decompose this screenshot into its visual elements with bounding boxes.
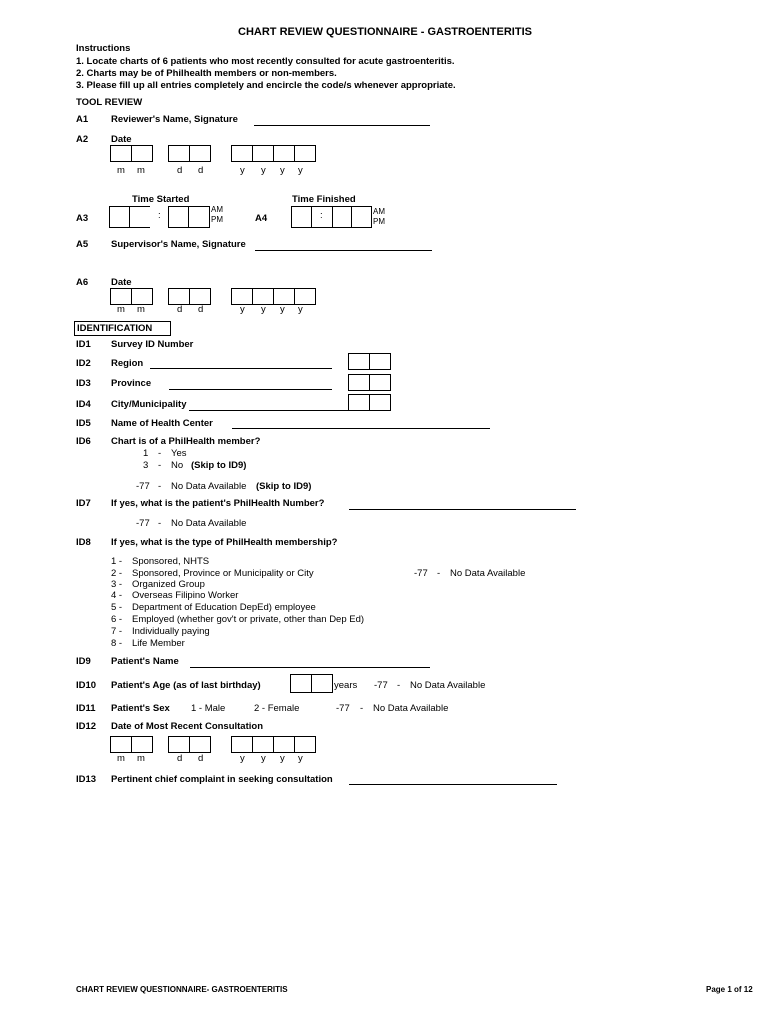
id6-opt1-num[interactable]: 1: [143, 448, 149, 459]
id8-opt2-num[interactable]: 2 -: [111, 568, 123, 579]
patient-name-field[interactable]: [190, 667, 430, 668]
id8-opt7-num[interactable]: 7 -: [111, 626, 123, 637]
finish-am[interactable]: AM: [373, 207, 385, 216]
id10-label: Patient's Age (as of last birthday): [111, 680, 261, 691]
a6-y3: y: [280, 304, 285, 315]
finish-hour-box[interactable]: [291, 206, 333, 228]
instruction-3: 3. Please fill up all entries completely and encircle the code/s whenever appropriate.: [76, 80, 456, 91]
id12-d1: d: [177, 753, 183, 764]
time-finished-label: Time Finished: [292, 194, 356, 205]
a1-label: Reviewer's Name, Signature: [111, 114, 238, 125]
id6-na-num[interactable]: -77: [136, 481, 150, 492]
a2-month-boxes[interactable]: [110, 145, 153, 162]
id8-opt2-label: Sponsored, Province or Municipality or City: [132, 568, 314, 579]
a6-d2: d: [198, 304, 204, 315]
region-code-boxes[interactable]: [348, 353, 391, 370]
tool-review-heading: TOOL REVIEW: [76, 97, 143, 108]
id8-opt4-num[interactable]: 4 -: [111, 590, 123, 601]
start-colon: :: [158, 210, 161, 221]
id4-code: ID4: [76, 399, 91, 410]
a6-d1: d: [177, 304, 183, 315]
start-am[interactable]: AM: [211, 205, 223, 214]
id8-opt3-num[interactable]: 3 -: [111, 579, 123, 590]
id11-female[interactable]: 2 - Female: [254, 703, 300, 714]
id5-code: ID5: [76, 418, 91, 429]
a2-year-boxes[interactable]: [231, 145, 316, 162]
a2-m2: m: [137, 165, 145, 176]
id6-dash-na: -: [158, 481, 162, 492]
finish-ampm[interactable]: [373, 207, 385, 227]
start-ampm[interactable]: [211, 205, 223, 225]
id12-month-boxes[interactable]: [110, 736, 153, 753]
finish-minute-box[interactable]: [332, 206, 372, 228]
id8-opt7-label: Individually paying: [132, 626, 210, 637]
start-minute-divider: [188, 206, 189, 228]
city-code-boxes[interactable]: [348, 394, 391, 411]
philhealth-number-field[interactable]: [349, 509, 576, 510]
finish-colon: :: [320, 210, 323, 221]
id11-label: Patient's Sex: [111, 703, 170, 714]
reviewer-name-field[interactable]: [254, 125, 430, 126]
a2-d2: d: [198, 165, 204, 176]
id6-na-label: No Data Available: [171, 481, 247, 492]
start-pm[interactable]: PM: [211, 215, 223, 224]
a6-label: Date: [111, 277, 132, 288]
id10-unit: years: [334, 680, 358, 691]
id7-dash: -: [158, 518, 162, 529]
a5-code: A5: [76, 239, 89, 250]
health-center-field[interactable]: [232, 428, 490, 429]
id10-na-label: No Data Available: [410, 680, 486, 691]
id12-y4: y: [298, 753, 303, 764]
supervisor-name-field[interactable]: [255, 250, 432, 251]
province-field[interactable]: [169, 389, 332, 390]
id12-m2: m: [137, 753, 145, 764]
a6-m2: m: [137, 304, 145, 315]
id6-dash-3: -: [158, 460, 162, 471]
id11-male[interactable]: 1 - Male: [191, 703, 226, 714]
id6-dash-1: -: [158, 448, 162, 459]
id3-label: Province: [111, 378, 152, 389]
chief-complaint-field[interactable]: [349, 784, 557, 785]
id10-code: ID10: [76, 680, 97, 691]
id12-year-boxes[interactable]: [231, 736, 316, 753]
a6-y2: y: [261, 304, 266, 315]
id12-day-boxes[interactable]: [168, 736, 211, 753]
a2-day-boxes[interactable]: [168, 145, 211, 162]
instructions-heading: Instructions: [76, 43, 131, 54]
a2-m1: m: [117, 165, 125, 176]
a3-code: A3: [76, 213, 89, 224]
start-hour-divider: [129, 206, 130, 228]
start-minute-box[interactable]: [168, 206, 210, 228]
id4-label: City/Municipality: [111, 399, 187, 410]
time-started-label: Time Started: [132, 194, 190, 205]
id11-code: ID11: [76, 703, 96, 714]
id9-label: Patient's Name: [111, 656, 179, 667]
id12-m1: m: [117, 753, 125, 764]
id13-label: Pertinent chief complaint in seeking consultation: [111, 774, 333, 785]
a2-label: Date: [111, 134, 132, 145]
footer-page-number: Page 1 of 12: [706, 985, 753, 994]
id1-label: Survey ID Number: [111, 339, 194, 350]
id6-code: ID6: [76, 436, 91, 447]
instruction-2: 2. Charts may be of Philhealth members or non-members.: [76, 68, 337, 79]
id8-na-num[interactable]: -77: [414, 568, 428, 579]
id9-code: ID9: [76, 656, 91, 667]
a2-code: A2: [76, 134, 89, 145]
id8-opt4-label: Overseas Filipino Worker: [132, 590, 239, 601]
id10-dash: -: [397, 680, 401, 691]
a6-year-boxes[interactable]: [231, 288, 316, 305]
city-field[interactable]: [189, 410, 349, 411]
id12-y3: y: [280, 753, 285, 764]
id6-label: Chart is of a PhilHealth member?: [111, 436, 261, 447]
id11-na-num[interactable]: -77: [336, 703, 350, 714]
age-boxes[interactable]: [290, 674, 333, 693]
a6-day-boxes[interactable]: [168, 288, 211, 305]
id6-opt3-label: No: [171, 460, 184, 471]
id8-na-label: No Data Available: [450, 568, 526, 579]
id7-na-num[interactable]: -77: [136, 518, 150, 529]
id8-opt1-label: Sponsored, NHTS: [132, 556, 210, 567]
a4-code: A4: [255, 213, 268, 224]
id8-opt6-label: Employed (whether gov't or private, other than Dep Ed): [132, 614, 365, 625]
footer-title: CHART REVIEW QUESTIONNAIRE- GASTROENTERITIS: [76, 985, 288, 994]
identification-heading: IDENTIFICATION: [74, 321, 171, 336]
id6-opt3-skip: (Skip to ID9): [191, 460, 247, 471]
id2-code: ID2: [76, 358, 91, 369]
id6-opt1-label: Yes: [171, 448, 187, 459]
id8-opt1-num[interactable]: 1 -: [111, 556, 123, 567]
id1-code: ID1: [76, 339, 91, 350]
a2-d1: d: [177, 165, 183, 176]
id12-code: ID12: [76, 721, 97, 732]
a1-code: A1: [76, 114, 89, 125]
a2-y3: y: [280, 165, 285, 176]
id12-y2: y: [261, 753, 266, 764]
id5-label: Name of Health Center: [111, 418, 213, 429]
a6-m1: m: [117, 304, 125, 315]
id6-opt3-num[interactable]: 3: [143, 460, 149, 471]
id2-label: Region: [111, 358, 144, 369]
a2-y1: y: [240, 165, 245, 176]
id8-opt8-num[interactable]: 8 -: [111, 638, 123, 649]
id11-dash: -: [360, 703, 364, 714]
id11-na-label: No Data Available: [373, 703, 449, 714]
id12-label: Date of Most Recent Consultation: [111, 721, 264, 732]
id8-label: If yes, what is the type of PhilHealth membership?: [111, 537, 338, 548]
id8-opt8-label: Life Member: [132, 638, 185, 649]
id8-opt3-label: Organized Group: [132, 579, 205, 590]
a6-y4: y: [298, 304, 303, 315]
a6-month-boxes[interactable]: [110, 288, 153, 305]
id6-na-skip: (Skip to ID9): [256, 481, 312, 492]
id7-na-label: No Data Available: [171, 518, 247, 529]
id7-label: If yes, what is the patient's PhilHealth Number?: [111, 498, 325, 509]
id13-code: ID13: [76, 774, 97, 785]
a5-label: Supervisor's Name, Signature: [111, 239, 246, 250]
finish-minute-divider: [351, 206, 352, 228]
province-code-boxes[interactable]: [348, 374, 391, 391]
id8-dash: -: [437, 568, 441, 579]
id8-code: ID8: [76, 537, 91, 548]
instruction-1: 1. Locate charts of 6 patients who most recently consulted for acute gastroenteritis.: [76, 56, 455, 67]
id7-code: ID7: [76, 498, 91, 509]
id12-y1: y: [240, 753, 245, 764]
a6-code: A6: [76, 277, 89, 288]
id12-d2: d: [198, 753, 204, 764]
id8-opt6-num[interactable]: 6 -: [111, 614, 123, 625]
finish-hour-divider: [311, 206, 312, 228]
a2-y2: y: [261, 165, 266, 176]
id8-opt5-num[interactable]: 5 -: [111, 602, 123, 613]
finish-pm[interactable]: PM: [373, 217, 385, 226]
id8-opt5-label: Department of Education DepEd) employee: [132, 602, 316, 613]
id3-code: ID3: [76, 378, 91, 389]
region-field[interactable]: [150, 368, 332, 369]
id10-na-num[interactable]: -77: [374, 680, 388, 691]
page-title: CHART REVIEW QUESTIONNAIRE - GASTROENTERITIS: [238, 26, 532, 38]
a6-y1: y: [240, 304, 245, 315]
a2-y4: y: [298, 165, 303, 176]
